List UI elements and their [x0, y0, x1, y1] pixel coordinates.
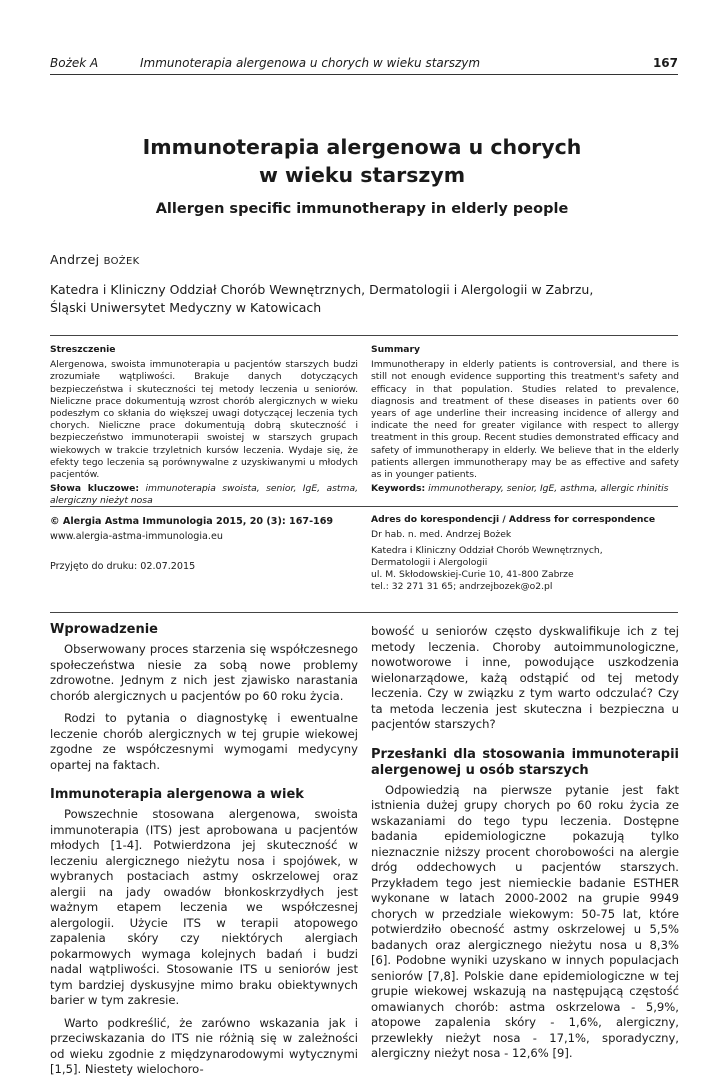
- correspondence-line-3: ul. M. Skłodowskiej-Curie 10, 41-800 Zabrze: [371, 569, 574, 580]
- affiliation: [50, 281, 593, 317]
- affiliation-line-2: Śląski Uniwersytet Medyczny w Katowicach: [50, 300, 322, 315]
- section-heading-premises: Przesłanki dla stosowania immunoterapii alergenowej u osób starszych: [371, 746, 679, 778]
- body-column-left: [50, 622, 358, 1085]
- correspondence-name: Dr hab. n. med. Andrzej Bożek: [371, 529, 512, 540]
- correspondence-heading: Adres do korespondencji / Address for correspondence: [371, 514, 656, 525]
- journal-info: [50, 514, 350, 574]
- running-header-title: Immunoterapia alergenowa u chorych w wieku starszym: [140, 56, 481, 70]
- keywords-polish-label: Słowa kluczowe:: [50, 483, 140, 495]
- body-column-right: [371, 624, 679, 1069]
- article-title: [60, 133, 664, 189]
- keywords-polish-list: immunoterapia swoista, senior, IgE, astma, alergiczny nieżyt nosa: [50, 483, 358, 507]
- running-header-author: Bożek A: [50, 56, 99, 70]
- article-subtitle: Allergen specific immunotherapy in elderly people: [155, 201, 569, 217]
- author-first-name: Andrzej: [50, 252, 100, 267]
- header-divider: [50, 74, 678, 75]
- correspondence-block: [371, 514, 681, 593]
- received-date: Przyjęto do druku: 02.07.2015: [50, 561, 196, 572]
- keywords-english-list: immunotherapy, senior, IgE, asthma, allergic rhinitis: [428, 483, 669, 495]
- article-title-line-2: w wieku starszym: [258, 163, 466, 187]
- running-header: [50, 56, 678, 72]
- journal-copyright: © Alergia Astma Immunologia 2015, 20 (3): 167-169: [50, 516, 334, 527]
- paragraph: Rodzi to pytania o diagnostykę i ewentualne leczenie chorób alergicznych w tej grupie wiekowej zgodne ze współczesnymi wymogami medycyny opartej na faktach.: [50, 711, 358, 772]
- paragraph: Odpowiedzią na pierwsze pytanie jest fakt istnienia dużej grupy chorych po 60 roku życia ze wskazaniami do tego typu leczenia. Dostępne badania epidemiologiczne pokazują tylko nieznacznie niższy procent chorobowości na alergie dróg oddechowych u pacjentów starszych. Przykładem tego jest niemieckie badanie ESTHER wykonane w latach 2000-2002 na grupie 9949 chorych w przedziale wiekowym: 50-75 lat, które potwierdziło obecność astmy oskrzelowej u 5,5% badanych oraz alergicznego nieżytu nosa u 8,3% [6]. Podobne wyniki uzyskano w innych populacjach seniorów [7,8]. Polskie dane epidemiologiczne w tej grupie wiekowej wskazują na następującą częstość omawianych chorób: astma oskrzelowa - 5,9%, atopowe zapalenia skóry - 1,6%, alergiczny, przewlekły nieżyt nosa - 17,1%, sporadyczny, alergiczny nieżyt nosa - 12,6% [9].: [371, 782, 679, 1060]
- keywords-polish: [50, 483, 358, 507]
- paragraph: Warto podkreślić, że zarówno wskazania jak i przeciwskazania do ITS nie różnią się w zależności od wieku zgodnie z międzynarodowymi wytycznymi [1,5]. Niestety wielochoro-: [50, 1015, 358, 1076]
- info-divider: [50, 506, 678, 507]
- abstract-polish: [50, 344, 358, 508]
- section-heading-introduction: Wprowadzenie: [50, 622, 158, 637]
- abstract-polish-text: Alergenowa, swoista immunoterapia u pacjentów starszych budzi zrozumiałe wątpliwości. Brakuje danych dotyczących bezpieczeństwa i skuteczności tej metody leczenia u seniorów. Nieliczne prace dokumentują wzrost chorób alergicznych w wieku podeszłym co skłania do większej uwagi dotyczącej leczenia tych chorych. Nieliczne prace dokumentują dobrą skuteczność i bezpieczeństwo immunoterapii swoistej w starszych grupach wiekowych w trakcie trzyletnich kursów leczenia. Wydaje się, że efekty tego leczenia są porównywalne z uzyskiwanymi u młodych pacjentów.: [50, 359, 358, 481]
- abstract-english-heading: Summary: [371, 344, 421, 355]
- keywords-english: [371, 483, 679, 495]
- section-heading-immunotherapy-age: Immunoterapia alergenowa a wiek: [50, 787, 304, 802]
- paragraph: Obserwowany proces starzenia się współczesnego społeczeństwa niesie za sobą nowe problemy zdrowotne. Jednym z nich jest zjawisko narastania chorób alergicznych u pacjentów po 60 roku życia.: [50, 642, 358, 703]
- correspondence-contact: tel.: 32 271 31 65; andrzejbozek@o2.pl: [371, 581, 553, 592]
- abstract-english: [371, 344, 679, 495]
- correspondence-line-2: Dermatologii i Alergologii: [371, 557, 488, 568]
- paragraph: Powszechnie stosowana alergenowa, swoista immunoterapia (ITS) jest aprobowana u pacjentów młodych [1-4]. Potwierdzona jej skuteczność w leczeniu alergicznego nieżytu nosa i spojówek, w wybranych postaciach astmy oskrzelowej oraz alergii na jady owadów błonkoskrzydłych jest ważnym etapem leczenia we współczesnej alergologii. Użycie ITS w terapii atopowego zapalenia skóry czy niektórych alergiach pokarmowych wymaga kolejnych badań i budzi nadal wątpliwości. Stosowanie ITS u seniorów jest tym bardziej dyskusyjne mimo braku obiektywnych barier w tym zakresie.: [50, 807, 358, 1007]
- keywords-english-label: Keywords:: [371, 483, 426, 495]
- abstract-polish-heading: Streszczenie: [50, 344, 116, 355]
- journal-website-link[interactable]: www.alergia-astma-immunologia.eu: [50, 531, 223, 542]
- abstract-english-text: Immunotherapy in elderly patients is controversial, and there is still not enough evidence supporting this treatment's safety and efficacy in that population. Studies related to prevalence, diagnosis and treatment of these diseases in patients over 60 years of age underline their increasing incidence of allergy and indicate the need for greater vigilance with respect to allergy treatment in this group. Recent studies demonstrated efficacy and safety of immunotherapy in elderly. We believe that in the elderly patients allergen immunotherapy may be as effective and safety as in younger patients.: [371, 359, 679, 481]
- page-number: 167: [652, 56, 678, 70]
- author-name: [50, 252, 139, 267]
- affiliation-line-1: Katedra i Kliniczny Oddział Chorób Wewnętrznych, Dermatologii i Alergologii w Zabrzu,: [50, 282, 594, 297]
- correspondence-line-1: Katedra i Kliniczny Oddział Chorób Wewnętrznych,: [371, 545, 603, 556]
- paragraph-continuation: bowość u seniorów często dyskwalifikuje ich z tej metody leczenia. Choroby autoimmunologiczne, nowotworowe i inne, powodujące uszkodzenia wielonarządowe, każą odstąpić od tej metody leczenia. Czy w związku z tym warto odczulać? Czy ta metoda leczenia jest skuteczna i bezpieczna u pacjentów starszych?: [371, 624, 679, 731]
- author-last-name: BOŻEK: [103, 256, 140, 267]
- article-title-line-1: Immunoterapia alergenowa u chorych: [142, 135, 582, 159]
- body-divider: [50, 612, 678, 613]
- abstract-divider: [50, 335, 678, 336]
